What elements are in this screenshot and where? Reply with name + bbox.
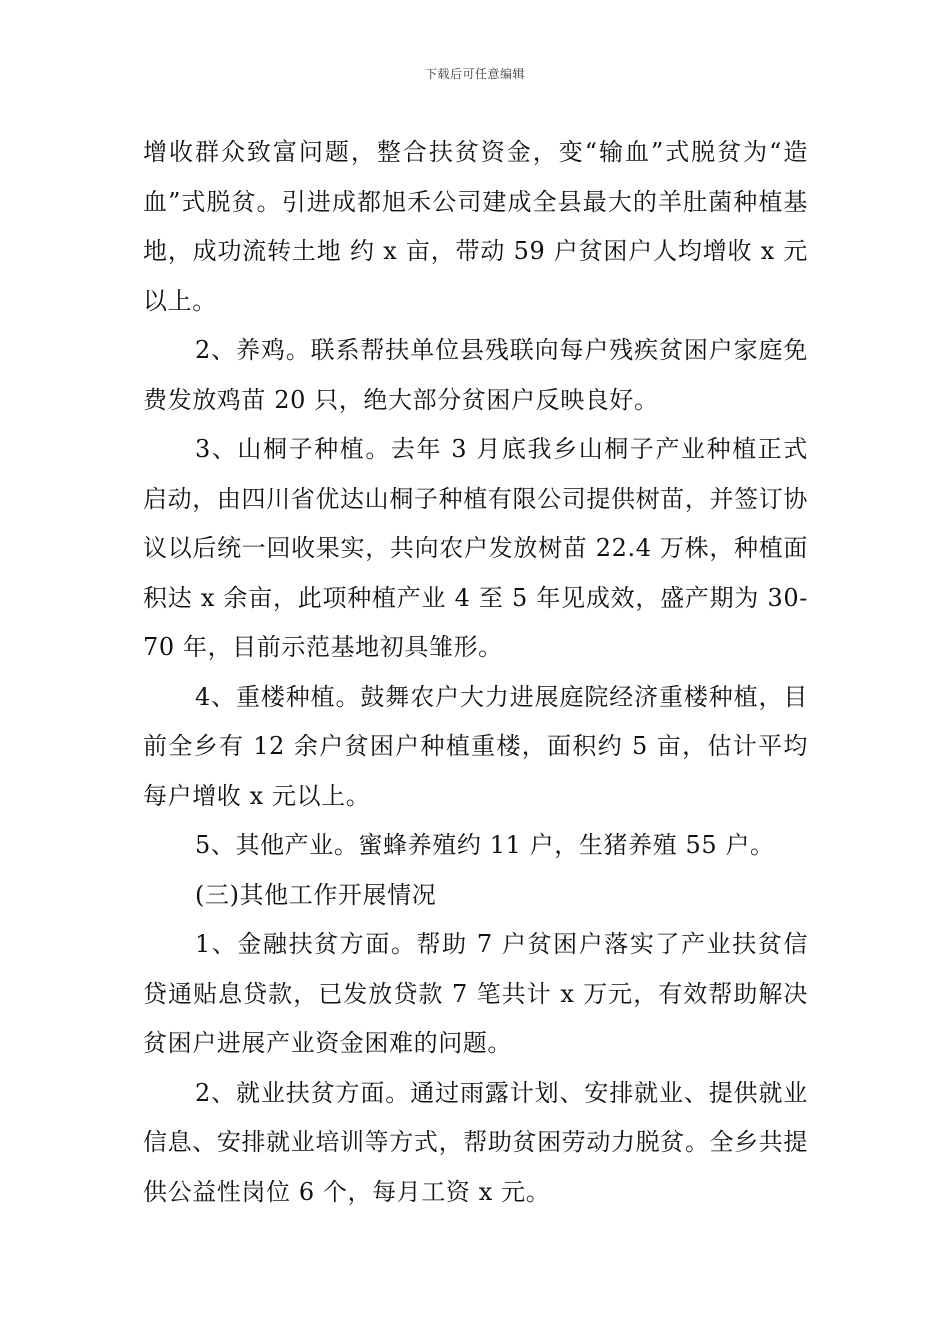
paragraph-financial-aid: 1、金融扶贫方面。帮助 7 户贫困户落实了产业扶贫信贷通贴息贷款，已发放贷款 7 笔共计 x 万元，有效帮助解决贫困户进展产业资金困难的问题。 [143,930,808,1057]
paragraph-continuation: 增收群众致富问题，整合扶贫资金，变“输血”式脱贫为“造血”式脱贫。引进成都旭禾公司建成全县最大的羊肚菌种植基地，成功流转土地 约 x 亩，带动 59 户贫困户人均增收 x 元以上。 [143,138,808,315]
page-header-note: 下载后可任意编辑 [424,67,525,81]
document-body [143,128,808,1217]
paragraph-idesia-planting: 3、山桐子种植。去年 3 月底我乡山桐子产业种植正式启动，由四川省优达山桐子种植有限公司提供树苗，并签订协议以后统一回收果实，共向农户发放树苗 22.4 万株，种植面积达 x 余亩，此项种植产业 4 至 5 年见成效，盛产期为 30-70 年，目前示范基地初具雏形。 [143,435,808,661]
paragraph-employment-aid: 2、就业扶贫方面。通过雨露计划、安排就业、提供就业信息、安排就业培训等方式，帮助贫困劳动力脱贫。全乡共提供公益性岗位 6 个，每月工资 x 元。 [143,1078,808,1206]
paragraph-chicken-raising: 2、养鸡。联系帮扶单位县残联向每户残疾贫困户家庭免费发放鸡苗 20 只，绝大部分贫困户反映良好。 [143,336,808,414]
paragraph-other-industries: 5、其他产业。蜜蜂养殖约 11 户，生猪养殖 55 户。 [195,831,775,859]
section-heading-other-work: (三)其他工作开展情况 [195,880,437,909]
paragraph-paris-planting: 4、重楼种植。鼓舞农户大力进展庭院经济重楼种植，目前全乡有 12 余户贫困户种植重楼，面积约 5 亩，估计平均每户增收 x 元以上。 [143,682,808,810]
